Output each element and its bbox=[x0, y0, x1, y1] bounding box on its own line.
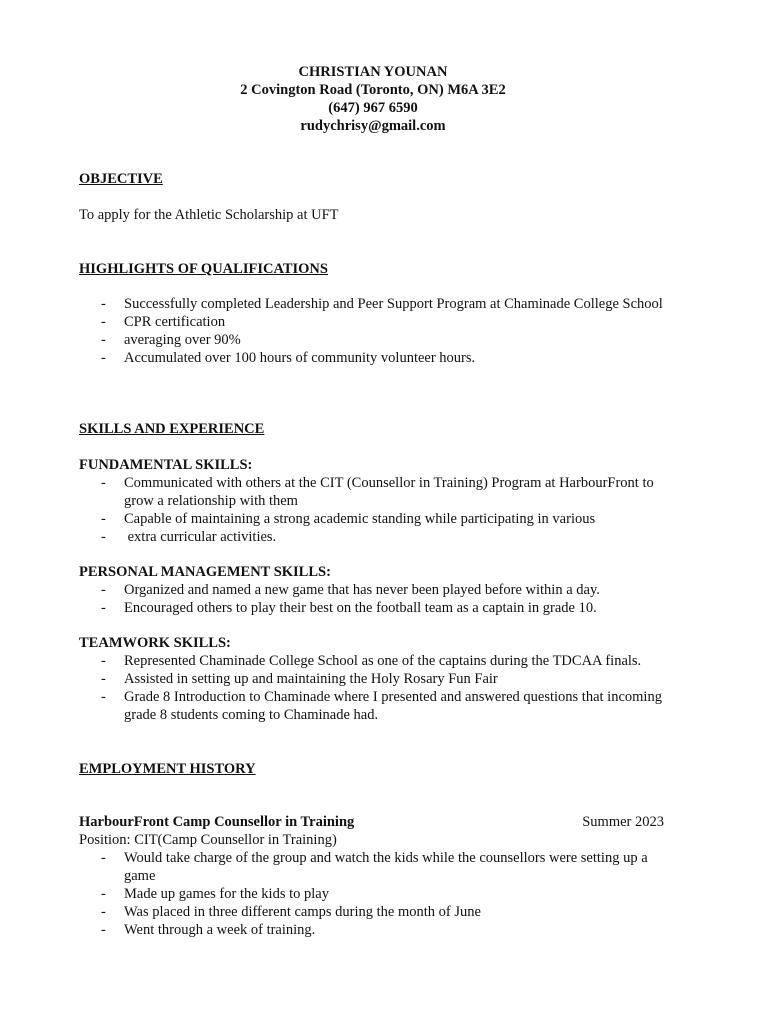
list-item bbox=[79, 849, 679, 885]
bullet-dash: - bbox=[101, 653, 106, 669]
bullet-dash: - bbox=[101, 886, 106, 902]
bullet-dash: - bbox=[101, 296, 106, 312]
teamwork-skills-heading: TEAMWORK SKILLS: bbox=[79, 635, 231, 651]
list-item bbox=[79, 581, 679, 599]
bullet-dash: - bbox=[101, 332, 106, 348]
list-item bbox=[79, 331, 679, 349]
bullet-dash: - bbox=[101, 511, 106, 527]
job-position: Position: CIT(Camp Counsellor in Training) bbox=[79, 832, 337, 848]
bullet-dash: - bbox=[101, 529, 106, 545]
personal-skills-heading: PERSONAL MANAGEMENT SKILLS: bbox=[79, 564, 331, 580]
list-item-text: Encouraged others to play their best on the football team as a captain in grade 10. bbox=[124, 600, 597, 616]
job-title: HarbourFront Camp Counsellor in Training bbox=[79, 814, 355, 830]
employment-heading: EMPLOYMENT HISTORY bbox=[79, 761, 256, 777]
list-item-text: Was placed in three different camps during the month of June bbox=[124, 904, 481, 920]
fundamental-skills-heading: FUNDAMENTAL SKILLS: bbox=[79, 457, 253, 473]
job-date: Summer 2023 bbox=[582, 814, 664, 830]
list-item-text: Made up games for the kids to play bbox=[124, 886, 329, 902]
list-item-text: Assisted in setting up and maintaining the Holy Rosary Fun Fair bbox=[124, 671, 498, 687]
job-header bbox=[79, 813, 664, 831]
fundamental-skills-list bbox=[79, 474, 679, 546]
candidate-phone: (647) 967 6590 bbox=[328, 100, 418, 116]
list-item-text: CPR certification bbox=[124, 314, 226, 330]
highlights-heading: HIGHLIGHTS OF QUALIFICATIONS bbox=[79, 261, 328, 277]
personal-skills-list bbox=[79, 581, 679, 617]
list-item bbox=[79, 295, 679, 313]
list-item-text: Grade 8 Introduction to Chaminade where I presented and answered questions that incoming grade 8 students coming to Chaminade had. bbox=[124, 689, 662, 723]
list-item-text: Organized and named a new game that has never been played before within a day. bbox=[124, 582, 600, 598]
teamwork-skills-list bbox=[79, 652, 679, 724]
contact-header bbox=[0, 63, 746, 135]
bullet-dash: - bbox=[101, 582, 106, 598]
bullet-dash: - bbox=[101, 314, 106, 330]
job-duties-list bbox=[79, 849, 679, 939]
list-item bbox=[79, 528, 679, 546]
bullet-dash: - bbox=[101, 671, 106, 687]
list-item bbox=[79, 474, 679, 510]
list-item-text: extra curricular activities. bbox=[124, 529, 277, 545]
candidate-name: CHRISTIAN YOUNAN bbox=[298, 64, 448, 80]
list-item bbox=[79, 313, 679, 331]
list-item-text: Successfully completed Leadership and Peer Support Program at Chaminade College School bbox=[124, 296, 663, 312]
bullet-dash: - bbox=[101, 475, 106, 491]
list-item-text: averaging over 90% bbox=[124, 332, 241, 348]
list-item-text: Capable of maintaining a strong academic standing while participating in various bbox=[124, 511, 596, 527]
list-item bbox=[79, 652, 679, 670]
bullet-dash: - bbox=[101, 350, 106, 366]
list-item-text: Would take charge of the group and watch the kids while the counsellors were setting up a game bbox=[124, 850, 648, 884]
candidate-address: 2 Covington Road (Toronto, ON) M6A 3E2 bbox=[240, 82, 506, 98]
list-item bbox=[79, 670, 679, 688]
bullet-dash: - bbox=[101, 850, 106, 866]
list-item bbox=[79, 688, 679, 724]
skills-heading: SKILLS AND EXPERIENCE bbox=[79, 421, 265, 437]
objective-heading: OBJECTIVE bbox=[79, 171, 163, 187]
list-item bbox=[79, 349, 679, 367]
list-item-text: Communicated with others at the CIT (Counsellor in Training) Program at HarbourFront to grow a relationship with them bbox=[124, 475, 654, 509]
list-item-text: Accumulated over 100 hours of community volunteer hours. bbox=[124, 350, 476, 366]
list-item bbox=[79, 599, 679, 617]
list-item bbox=[79, 921, 679, 939]
objective-text: To apply for the Athletic Scholarship at UFT bbox=[79, 207, 339, 223]
list-item bbox=[79, 885, 679, 903]
list-item-text: Went through a week of training. bbox=[124, 922, 316, 938]
bullet-dash: - bbox=[101, 689, 106, 705]
list-item bbox=[79, 903, 679, 921]
list-item-text: Represented Chaminade College School as one of the captains during the TDCAA finals. bbox=[124, 653, 642, 669]
bullet-dash: - bbox=[101, 922, 106, 938]
candidate-email: rudychrisy@gmail.com bbox=[300, 118, 446, 134]
highlights-list bbox=[79, 295, 679, 367]
bullet-dash: - bbox=[101, 600, 106, 616]
bullet-dash: - bbox=[101, 904, 106, 920]
list-item bbox=[79, 510, 679, 528]
